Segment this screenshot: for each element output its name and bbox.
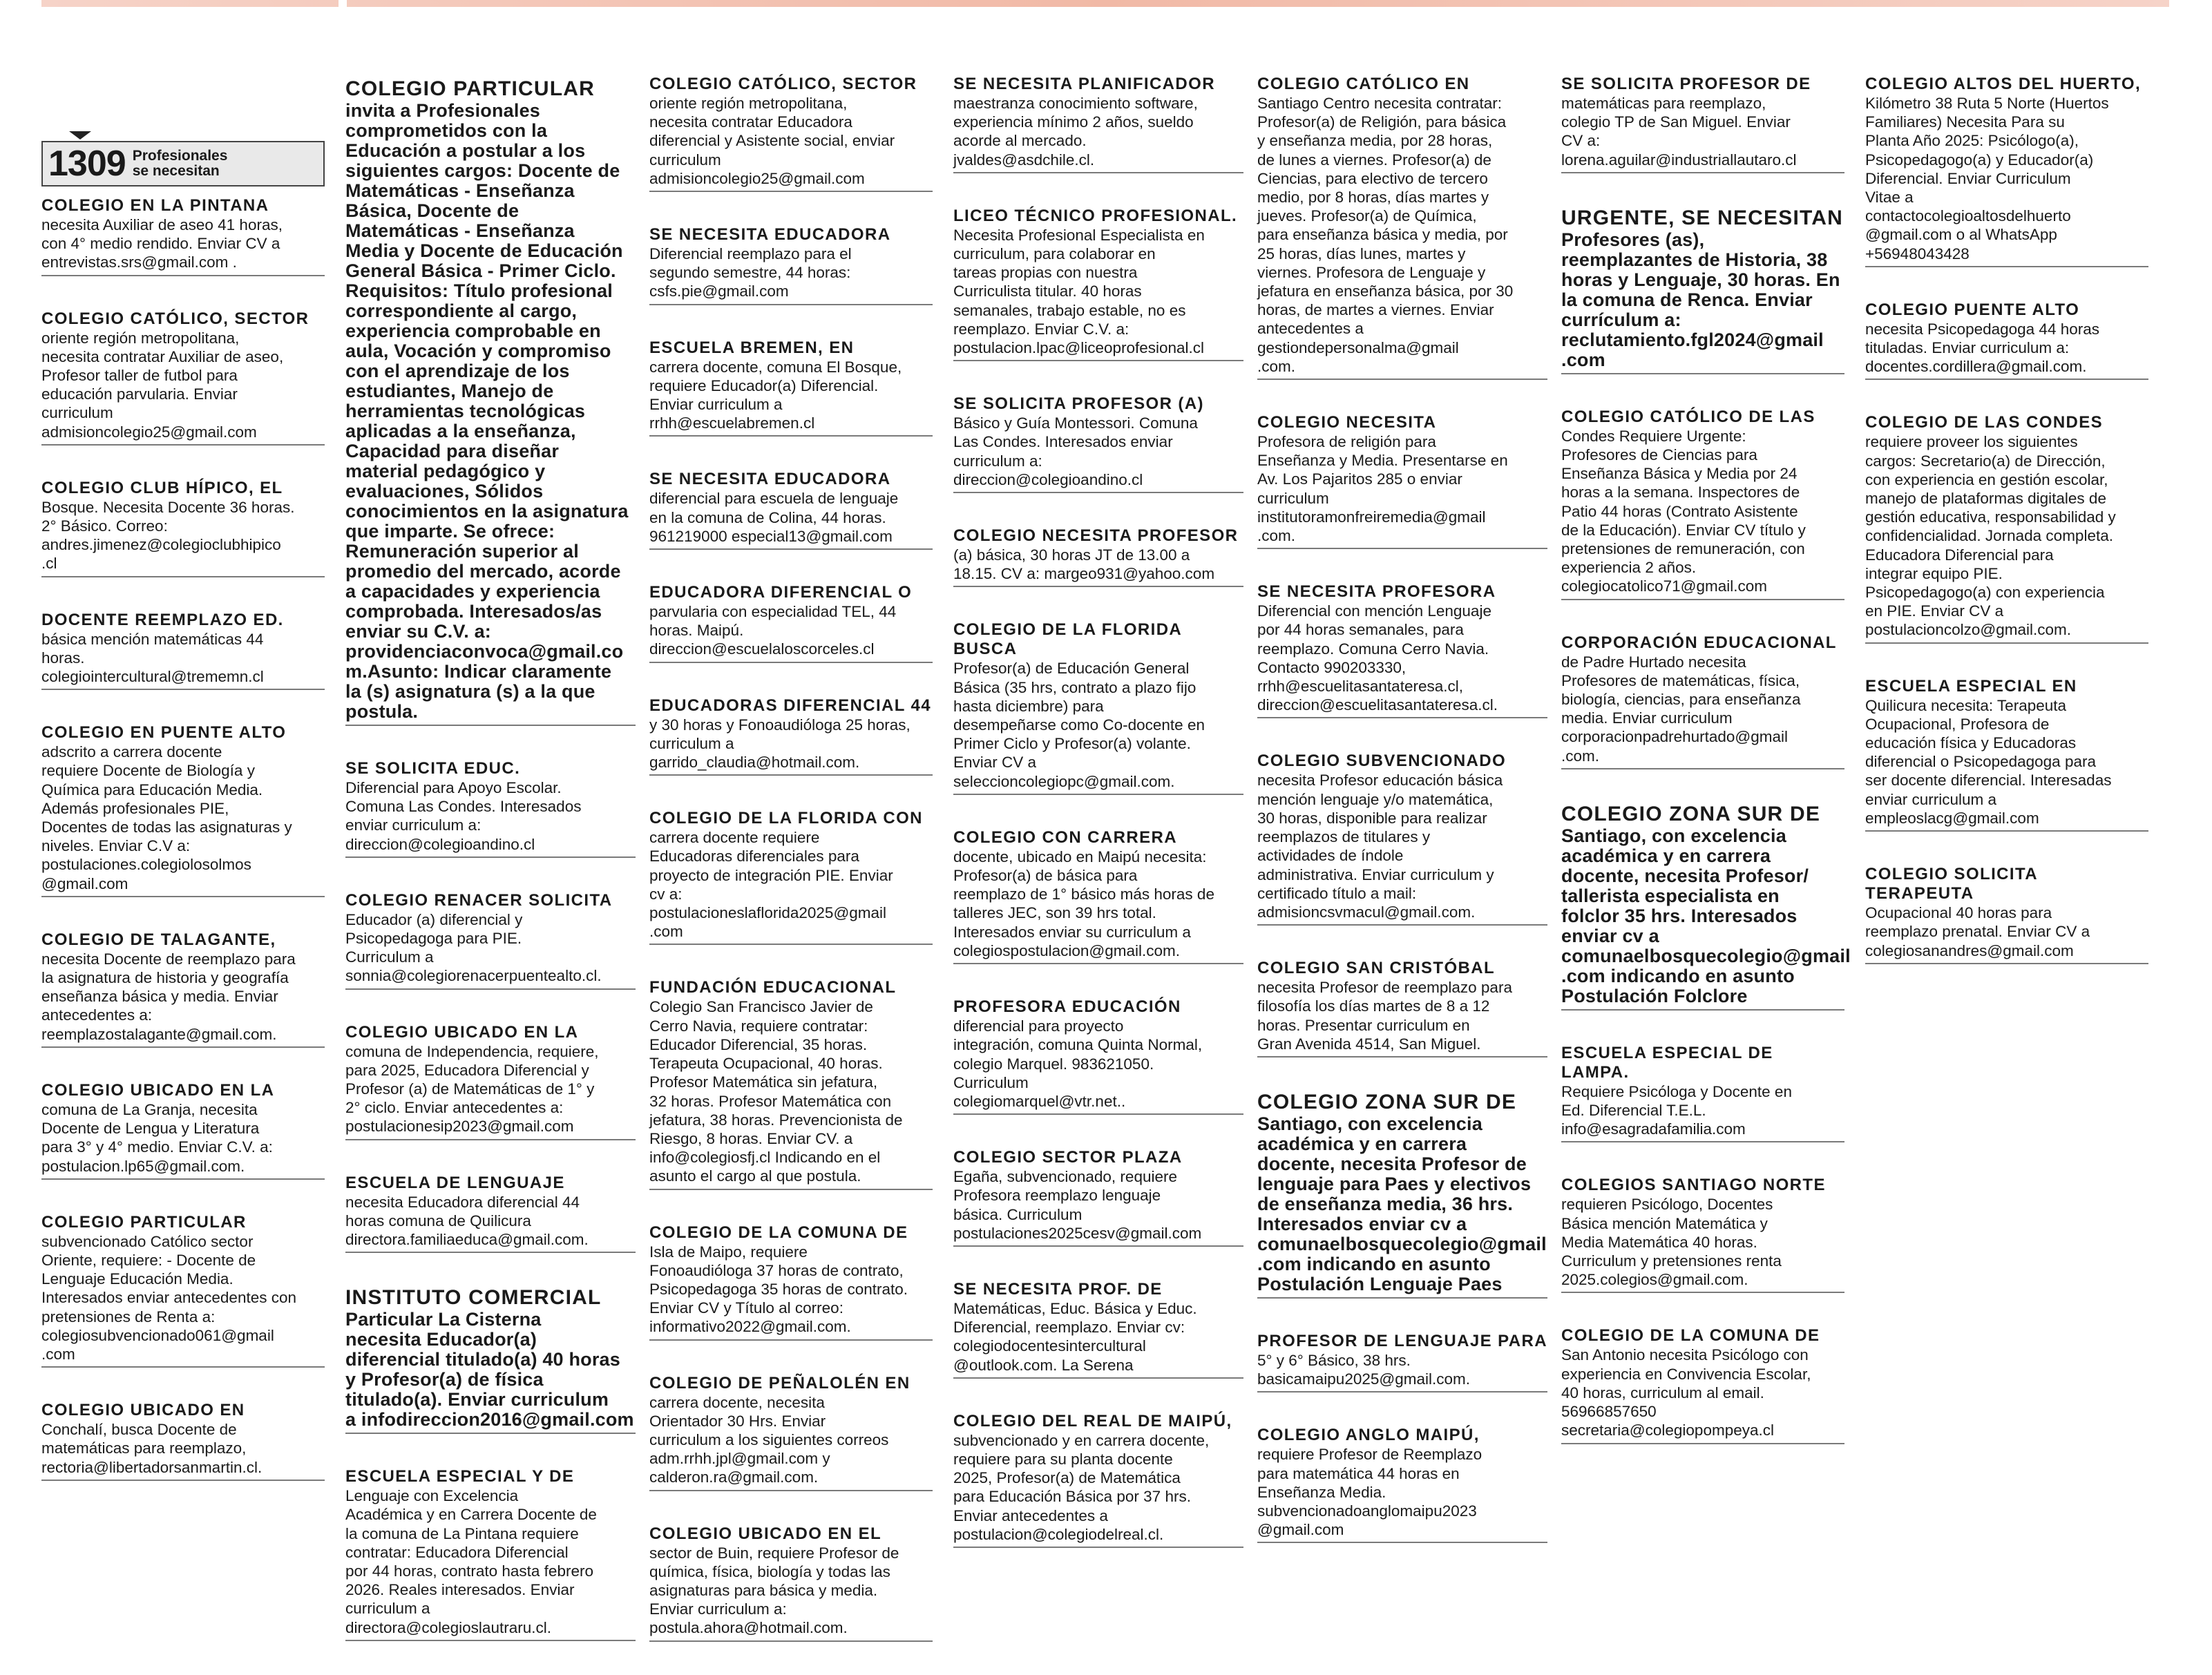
ad-heading: COLEGIO NECESITA: [1257, 413, 1437, 432]
ad-heading: SE SOLICITA PROFESOR DE: [1561, 75, 1811, 93]
ad-body: Egaña, subvencionado, requiere Profesora reemplazo lenguaje básica. Curriculum postulaciones2025cesv@gmail.com: [953, 1168, 1202, 1242]
ad-heading: COLEGIO CLUB HÍPICO, EL: [41, 478, 283, 497]
classified-ad: [1561, 207, 1844, 374]
classified-ad: [1865, 413, 2148, 643]
classified-ad: [649, 338, 933, 437]
ad-body: diferencial para proyecto integración, comuna Quinta Normal, colegio Marquel. 983621050. Curriculum colegiomarquel@vtr.net..: [953, 1017, 1203, 1110]
ad-body: necesita Profesor de reemplazo para filosofía los días martes de 8 a 12 horas. Presentar curriculum en Gran Avenida 4514, San Miguel.: [1257, 979, 1512, 1053]
ad-body: subvencionado y en carrera docente, requiere para su planta docente 2025, Profesor(a) de Matemática para Educación Básica por 37 hrs. Enviar antecedentes a postulacion@colegiodelreal.cl.: [953, 1431, 1210, 1543]
ad-body: necesita Auxiliar de aseo 41 horas, con 4° medio rendido. Enviar CV a entrevistas.srs@gmail.com .: [41, 216, 283, 271]
classified-ad: [345, 1174, 636, 1254]
ad-heading: COLEGIO CATÓLICO, SECTOR: [41, 309, 309, 328]
classified-ad: [1561, 408, 1844, 600]
ad-body: Diferencial reemplazo para el segundo semestre, 44 horas: csfs.pie@gmail.com: [649, 245, 852, 300]
classified-ad: [41, 1213, 325, 1368]
classified-ad: [345, 1467, 636, 1641]
ad-body: Santiago, con excelencia académica y en carrera docente, necesita Profesor/ tallerista especialista en folclor 35 hrs. Interesados enviar cv a comunaelbosquecolegio@gmail .com indicando en asunto Postulación Folclore: [1561, 825, 1851, 1006]
ad-body: básica mención matemáticas 44 horas. colegiointercultural@trememn.cl: [41, 630, 264, 686]
ad-body: Diferencial con mención Lenguaje por 44 horas semanales, para reemplazo. Comuna Cerro Navia. Contacto 990203330, rrhh@escuelitasantateresa.cl, direccion@escuelitasantateresa.cl.: [1257, 602, 1498, 714]
ad-heading: SE NECESITA EDUCADORA: [649, 225, 891, 245]
ad-heading: COLEGIO PUENTE ALTO: [1865, 300, 2080, 319]
ad-heading: COLEGIO DEL REAL DE MAIPÚ,: [953, 1411, 1232, 1430]
ad-heading: COLEGIO DE TALAGANTE,: [41, 930, 276, 949]
ad-body: Particular La Cisterna necesita Educador(a) diferencial titulado(a) 40 horas y Profesor(a) de física titulado(a). Enviar curriculum a infodireccion2016@gmail.com: [345, 1309, 634, 1430]
ad-heading: SE SOLICITA EDUC.: [345, 759, 521, 778]
ad-heading: COLEGIO UBICADO EN: [41, 1401, 245, 1420]
ad-heading: CORPORACIÓN EDUCACIONAL: [1561, 633, 1837, 652]
ad-body: Requiere Psicóloga y Docente en Ed. Diferencial T.E.L. info@esagradafamilia.com: [1561, 1082, 1792, 1138]
ad-body: sector de Buin, requiere Profesor de química, física, biología y todas las asignaturas para básica y media. Enviar curriculum a: postula.ahora@hotmail.com.: [649, 1544, 899, 1637]
classified-ad: [41, 1401, 325, 1481]
ad-body: diferencial para escuela de lenguaje en la comuna de Colina, 44 horas. 961219000 especial13@gmail.com: [649, 490, 899, 545]
ad-heading: ESCUELA ESPECIAL EN: [1865, 676, 2077, 696]
ad-body: Conchalí, busca Docente de matemáticas para reemplazo, rectoria@libertadorsanmartin.cl.: [41, 1421, 263, 1476]
ad-body: oriente región metropolitana, necesita contratar Auxiliar de aseo, Profesor taller de futbol para educación parvularia. Enviar curriculum admisioncolegio25@gmail.com: [41, 329, 284, 441]
classified-ad: [1257, 413, 1547, 549]
ad-heading: COLEGIOS SANTIAGO NORTE: [1561, 1176, 1826, 1195]
ad-heading: ESCUELA ESPECIAL DE LAMPA.: [1561, 1043, 1773, 1082]
ad-heading: COLEGIO SUBVENCIONADO: [1257, 752, 1507, 771]
ad-body: Colegio San Francisco Javier de Cerro Navia, requiere contratar: Educador Diferencial, 35 horas. Terapeuta Ocupacional, 40 horas. Profesor Matemática sin jefatura, 32 horas. Profesor Matemática con jefatura, 38 horas. Prevencionista de Riesgo, 8 horas. Enviar CV. a info@colegiosfj.cl Indicando en el asunto el cargo al que postula.: [649, 998, 903, 1185]
section-number: 1309: [48, 144, 126, 184]
classified-ad: [41, 723, 325, 897]
ad-body: Profesora de religión para Enseñanza y Media. Presentarse en Av. Los Pajaritos 285 o enviar curriculum institutoramonfreiremedia@gmail .com.: [1257, 433, 1508, 545]
classified-ad: [1865, 75, 2148, 267]
ad-body: Matemáticas, Educ. Básica y Educ. Diferencial, reemplazo. Enviar cv: colegiodocentesintercultural @outlook.com. La Serena: [953, 1299, 1197, 1374]
classified-ad: [649, 696, 933, 776]
classified-ad: [41, 1081, 325, 1180]
ad-body: 5° y 6° Básico, 38 hrs. basicamaipu2025@gmail.com.: [1257, 1351, 1470, 1388]
ad-body: adscrito a carrera docente requiere Docente de Biología y Química para Educación Media. Además profesionales PIE, Docentes de todas las asignaturas y niveles. Enviar C.V a: postulaciones.colegiolosolmos @gmail.com: [41, 743, 292, 892]
ad-heading: ESCUELA DE LENGUAJE: [345, 1173, 565, 1192]
classified-ad: [1561, 802, 1851, 1011]
ad-heading: COLEGIO ANGLO MAIPÚ,: [1257, 1426, 1480, 1445]
ad-heading: COLEGIO UBICADO EN LA: [41, 1080, 275, 1100]
ad-heading: COLEGIO SAN CRISTÓBAL: [1257, 959, 1496, 978]
classified-ad: [953, 1280, 1243, 1379]
ad-heading: SE SOLICITA PROFESOR (A): [953, 394, 1204, 414]
classified-ad: [953, 207, 1243, 361]
classified-ad: [1257, 959, 1547, 1057]
classified-ad: [1865, 865, 2148, 964]
ad-heading: COLEGIO ALTOS DEL HUERTO,: [1865, 75, 2142, 93]
classified-ad: [1257, 75, 1547, 380]
classified-ad: [649, 1374, 933, 1491]
ad-heading: ESCUELA BREMEN, EN: [649, 338, 855, 357]
ad-body: Profesores (as), reemplazantes de Historia, 38 horas y Lenguaje, 30 horas. En la comuna de Renca. Enviar currículum a: reclutamiento.fgl2024@gmail .com: [1561, 229, 1840, 370]
ad-body: Quilicura necesita: Terapeuta Ocupacional, Profesora de educación física y Educadoras diferencial o Psicopedagoga para ser docente diferencial. Interesadas enviar curriculum a empleoslacg@gmail.com: [1865, 696, 2112, 827]
section-arrow-icon: [69, 131, 91, 140]
column-1: [41, 75, 325, 1514]
ad-body: Profesor(a) de Educación General Básica (35 hrs, contrato a plazo fijo hasta diciembre) para desempeñarse como Co-docente en Primer Ciclo y Profesor(a) volante. Enviar CV a seleccioncolegiopc@gmail.com.: [953, 660, 1205, 790]
ad-heading: SE NECESITA PLANIFICADOR: [953, 75, 1215, 93]
ad-body: Ocupacional 40 horas para reemplazo prenatal. Enviar CV a colegiosanandres@gmail.com: [1865, 904, 2090, 959]
classified-ad: [345, 891, 636, 990]
column-5: [1257, 75, 1547, 1576]
classified-ad: [953, 1412, 1243, 1548]
classified-ad: [1257, 1091, 1547, 1299]
ad-body: parvularia con especialidad TEL, 44 horas. Maipú. direccion@escuelaloscorceles.cl: [649, 603, 897, 658]
classified-ad: [1865, 677, 2148, 832]
ad-heading: URGENTE, SE NECESITAN: [1561, 206, 1844, 229]
ad-heading: COLEGIO ZONA SUR DE: [1561, 802, 1821, 825]
ad-body: Necesita Profesional Especialista en curriculum, para colaborar en tareas propias con nuestra Curriculista titular. 40 horas semanales, trabajo estable, no es reemplazo. Enviar C.V. a: postulacion.lpac@liceoprofesional.cl: [953, 226, 1205, 357]
classified-ad: [1257, 752, 1547, 926]
classified-ad: [345, 759, 636, 858]
ad-body: y 30 horas y Fonoaudióloga 25 horas, curriculum a garrido_claudia@hotmail.com.: [649, 716, 910, 772]
classified-ad: [41, 309, 325, 446]
ad-heading: COLEGIO PARTICULAR: [345, 77, 595, 100]
classified-ad: [953, 1148, 1243, 1247]
ad-body: necesita Psicopedagoga 44 horas tituladas. Enviar curriculum a: docentes.cordillera@gmail.com.: [1865, 320, 2099, 376]
ad-heading: COLEGIO CATÓLICO DE LAS: [1561, 407, 1815, 426]
ad-body: Santiago Centro necesita contratar: Profesor(a) de Religión, para básica y enseñanza media, por 28 horas, de lunes a viernes. Profesor(a) de Ciencias, para electivo de tercero medio, por 8 horas, días martes y jueves. Profesor(a) de Química, para enseñanza básica y media, por 25 horas, días lunes, martes y viernes. Profesora de Lenguaje y jefatura en enseñanza básica, por 30 horas, de martes a viernes. Enviar antecedentes a gestiondepersonalma@gmail .com.: [1257, 95, 1514, 375]
section-label: Profesionales se necesitan: [132, 148, 228, 179]
column-6: [1561, 75, 1851, 1477]
classified-ad: [953, 394, 1243, 493]
ad-heading: COLEGIO CON CARRERA: [953, 827, 1177, 847]
classified-ad: [953, 75, 1243, 173]
ad-heading: COLEGIO ZONA SUR DE: [1257, 1090, 1517, 1113]
ad-heading: PROFESORA EDUCACIÓN: [953, 997, 1181, 1017]
classified-ad: [41, 196, 325, 276]
ad-heading: COLEGIO DE LA COMUNA DE: [649, 1223, 908, 1242]
classified-ad: [953, 526, 1243, 587]
ad-heading: COLEGIO DE LA FLORIDA BUSCA: [953, 620, 1182, 659]
ad-body: Kilómetro 38 Ruta 5 Norte (Huertos Familiares) Necesita Para su Planta Año 2025: Psicólogo(a), Psicopedagogo(a) y Educador(a) Diferencial. Enviar Curriculum Vitae a contactocolegioaltosdelhuerto @gmail.com o al WhatsApp +56948043428: [1865, 95, 2109, 262]
ad-heading: COLEGIO EN PUENTE ALTO: [41, 723, 287, 743]
top-color-band: [41, 0, 2169, 7]
ad-body: carrera docente requiere Educadoras diferenciales para proyecto de integración PIE. Enviar cv a: postulacioneslaflorida2025@gmail .com: [649, 829, 893, 941]
ad-body: Educador (a) diferencial y Psicopedagoga para PIE. Curriculum a sonnia@colegiorenacerpuentealto.cl.: [345, 910, 602, 985]
classified-ad: [649, 1524, 933, 1642]
ad-heading: EDUCADORA DIFERENCIAL O: [649, 583, 913, 602]
ad-heading: INSTITUTO COMERCIAL: [345, 1286, 602, 1310]
ad-body: carrera docente, necesita Orientador 30 Hrs. Enviar curriculum a los siguientes correos adm.rrhh.jpl@gmail.com y calderon.ra@gmail.com.: [649, 1393, 889, 1486]
ad-heading: COLEGIO NECESITA PROFESOR: [953, 526, 1239, 546]
ad-body: Santiago, con excelencia académica y en carrera docente, necesita Profesor de lenguaje para Paes y electivos de enseñanza media, 36 hrs. Interesados enviar cv a comunaelbosquecolegio@gmail .com indicando en asunto Postulación Lenguaje Paes: [1257, 1113, 1547, 1294]
classified-ad: [649, 75, 933, 192]
top-band-gap: [339, 0, 347, 8]
ad-heading: COLEGIO CATÓLICO, SECTOR: [649, 75, 917, 93]
ad-heading: COLEGIO CATÓLICO EN: [1257, 75, 1470, 93]
classified-ad: [1561, 633, 1844, 769]
ad-heading: FUNDACIÓN EDUCACIONAL: [649, 978, 897, 997]
ad-body: carrera docente, comuna El Bosque, requiere Educador(a) Diferencial. Enviar curriculum a rrhh@escuelabremen.cl: [649, 358, 902, 432]
ad-body: oriente región metropolitana, necesita contratar Educadora diferencial y Asistente social, enviar curriculum admisioncolegio25@gmail.com: [649, 95, 895, 187]
ad-heading: COLEGIO DE LA COMUNA DE: [1561, 1326, 1820, 1346]
classified-ad: [1257, 1332, 1547, 1392]
classified-ad: [649, 1223, 933, 1341]
ad-body: matemáticas para reemplazo, colegio TP de San Miguel. Enviar CV a: lorena.aguilar@industriallautaro.cl: [1561, 95, 1797, 169]
ad-heading: COLEGIO PARTICULAR: [41, 1212, 247, 1232]
ad-body: Isla de Maipo, requiere Fonoaudióloga 37 horas de contrato, Psicopedagoga 35 horas de contrato. Enviar CV y Título al correo: informativo2022@gmail.com.: [649, 1243, 908, 1336]
classified-ad: [649, 809, 933, 945]
ad-body: invita a Profesionales comprometidos con la Educación a postular a los siguientes cargos: Docente de Matemáticas - Enseñanza Básica, Docente de Matemáticas - Enseñanza Media y Docente de Educación General Básica - Primer Ciclo. Requisitos: Título profesional correspondiente al cargo, experiencia comprobable en aula, Vocación y compromiso con el aprendizaje de los estudiantes, Manejo de herramientas tecnológicas aplicadas a la enseñanza, Capacidad para diseñar material pedagógico y evaluaciones, Sólidos conocimientos en la asignatura que imparte. Se ofrece: Remuneración superior al promedio del mercado, acorde a capacidades y experiencia comprobada. Interesados/as enviar su C.V. a: providenciaconvoca@gmail.co m.Asunto: Indicar claramente la (s) asignatura (s) a la que postula.: [345, 100, 629, 722]
ad-body: (a) básica, 30 horas JT de 13.00 a 18.15. CV a: margeo931@yahoo.com: [953, 546, 1215, 583]
classified-ad: [41, 930, 325, 1048]
ad-heading: COLEGIO DE LA FLORIDA CON: [649, 809, 923, 828]
ad-body: requiere proveer los siguientes cargos: Secretario(a) de Dirección, con experiencia en gestión escolar, manejo de plataformas digitales de gestión educativa, responsabilidad y confidencialidad. Jornada completa. Educadora Diferencial para integrar equipo PIE. Psicopedagogo(a) con experiencia en PIE. Enviar CV a postulacioncolzo@gmail.com.: [1865, 433, 2116, 639]
classified-ad: [1257, 1426, 1547, 1543]
ad-heading: COLEGIO UBICADO EN LA: [345, 1022, 579, 1042]
ad-body: Bosque. Necesita Docente 36 horas. 2° Básico. Correo: andres.jimenez@colegioclubhipico .cl: [41, 498, 295, 573]
column-4: [953, 75, 1243, 1581]
classified-ad: [1561, 1326, 1844, 1444]
ad-heading: EDUCADORAS DIFERENCIAL 44: [649, 696, 931, 715]
classified-ad: [1561, 75, 1844, 173]
ad-heading: DOCENTE REEMPLAZO ED.: [41, 610, 284, 629]
classified-ad: [649, 583, 933, 663]
classified-ad: [953, 620, 1243, 794]
column-7: [1865, 75, 2148, 997]
ad-body: necesita Educadora diferencial 44 horas comuna de Quilicura directora.familiaeduca@gmail.com.: [345, 1193, 589, 1249]
ad-heading: SE NECESITA PROFESORA: [1257, 582, 1496, 602]
ad-heading: SE NECESITA PROF. DE: [953, 1279, 1163, 1299]
classified-ad: [345, 1286, 636, 1434]
classified-ad: [1561, 1044, 1844, 1143]
classified-ad: [649, 470, 933, 550]
column-3: [649, 75, 933, 1675]
ad-body: de Padre Hurtado necesita Profesores de matemáticas, física, biología, ciencias, para enseñanza media. Enviar curriculum corporacionpadrehurtado@gmail .com.: [1561, 653, 1801, 765]
ad-body: necesita Profesor educación básica mención lenguaje y/o matemática, 30 horas, disponible para realizar reemplazos de titulares y actividades de índole administrativa. Enviar curriculum y certificado título a mail: admisioncsvmacul@gmail.com.: [1257, 772, 1503, 921]
ad-heading: ESCUELA ESPECIAL Y DE: [345, 1467, 575, 1486]
ad-body: Diferencial para Apoyo Escolar. Comuna Las Condes. Interesados enviar curriculum a: direccion@colegioandino.cl: [345, 779, 582, 853]
ad-body: comuna de Independencia, requiere, para 2025, Educadora Diferencial y Profesor (a) de Matemáticas de 1° y 2° ciclo. Enviar antecedentes a: postulacionesip2023@gmail.com: [345, 1042, 599, 1136]
ad-body: requieren Psicólogo, Docentes Básica mención Matemática y Media Matemática 40 horas. Curriculum y pretensiones renta 2025.colegios@gmail.com.: [1561, 1196, 1782, 1289]
classified-ad: [1865, 300, 2148, 381]
ad-body: Básico y Guía Montessori. Comuna Las Condes. Interesados enviar curriculum a: direccion@colegioandino.cl: [953, 414, 1198, 488]
classified-ad: [345, 77, 636, 726]
classified-ad: [41, 479, 325, 577]
ad-heading: PROFESOR DE LENGUAJE PARA: [1257, 1331, 1547, 1350]
ad-heading: COLEGIO DE PEÑALOLÉN EN: [649, 1373, 910, 1392]
ad-heading: COLEGIO SOLICITA TERAPEUTA: [1865, 865, 2038, 903]
classified-ad: [345, 1023, 636, 1140]
classified-ad: [41, 611, 325, 691]
section-header-box: [41, 141, 325, 186]
classified-ad: [1561, 1176, 1844, 1293]
ad-body: subvencionado Católico sector Oriente, requiere: - Docente de Lenguaje Educación Media. Interesados enviar antecedentes con pretensiones de Renta a: colegiosubvencionado061@gmail .com: [41, 1232, 296, 1363]
column-2: [345, 77, 636, 1674]
classified-ad: [649, 225, 933, 305]
ad-body: Lenguaje con Excelencia Académica y en Carrera Docente de la comuna de La Pintana requiere contratar: Educadora Diferencial por 44 horas, contrato hasta febrero 2026. Reales interesados. Enviar curriculum a directora@colegioslautraru.cl.: [345, 1487, 597, 1636]
ad-heading: COLEGIO SECTOR PLAZA: [953, 1148, 1183, 1167]
ad-heading: COLEGIO DE LAS CONDES: [1865, 413, 2104, 432]
ad-heading: COLEGIO EN LA PINTANA: [41, 196, 269, 215]
ad-body: requiere Profesor de Reemplazo para matemática 44 horas en Enseñanza Media. subvencionadoanglomaipu2023 @gmail.com: [1257, 1446, 1482, 1539]
ad-heading: LICEO TÉCNICO PROFESIONAL.: [953, 206, 1238, 225]
classified-ad: [649, 978, 933, 1189]
ad-heading: COLEGIO RENACER SOLICITA: [345, 890, 613, 910]
ad-body: maestranza conocimiento software, experiencia mínimo 2 años, sueldo acorde al mercado. jvaldes@asdchile.cl.: [953, 95, 1198, 169]
classified-ad: [1257, 582, 1547, 718]
ad-body: docente, ubicado en Maipú necesita: Profesor(a) de básica para reemplazo de 1° básico más horas de talleres JEC, son 39 hrs total. Interesados enviar su curriculum a colegiospostulacion@gmail.com.: [953, 848, 1214, 959]
ad-heading: SE NECESITA EDUCADORA: [649, 470, 891, 489]
ad-body: necesita Docente de reemplazo para la asignatura de historia y geografía enseñanza básica y media. Enviar antecedentes a: reemplazostalagante@gmail.com.: [41, 950, 296, 1043]
ad-body: comuna de La Granja, necesita Docente de Lengua y Literatura para 3° y 4° medio. Enviar C.V. a: postulacion.lp65@gmail.com.: [41, 1100, 273, 1175]
classified-ad: [953, 997, 1243, 1115]
ad-body: San Antonio necesita Psicólogo con experiencia en Convivencia Escolar, 40 horas, curriculum al email. 56966857650 secretaria@colegiopompeya.cl: [1561, 1346, 1811, 1439]
classified-ad: [953, 828, 1243, 964]
ad-heading: COLEGIO UBICADO EN EL: [649, 1524, 882, 1543]
ad-body: Condes Requiere Urgente: Profesores de Ciencias para Enseñanza Básica y Media por 24 horas a la semana. Inspectores de Patio 44 horas (Contrato Asistente de la Educación). Enviar CV título y pretensiones de remuneración, con experiencia 2 años. colegiocatolico71@gmail.com: [1561, 427, 1806, 595]
